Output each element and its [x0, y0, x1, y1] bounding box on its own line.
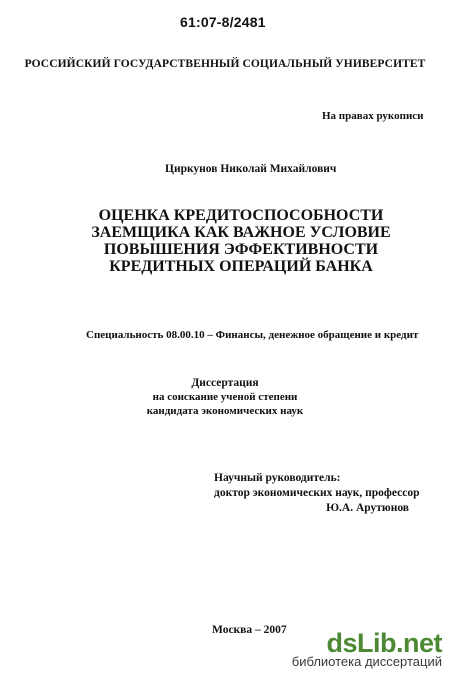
- supervisor-name: Ю.А. Арутюнов: [326, 502, 409, 514]
- university-name: РОССИЙСКИЙ ГОСУДАРСТВЕННЫЙ СОЦИАЛЬНЫЙ УНИВЕРСИТЕТ: [24, 58, 426, 70]
- manuscript-rights-note: На правах рукописи: [322, 110, 424, 122]
- degree-line: Диссертация: [191, 377, 259, 389]
- title-line: ОЦЕНКА КРЕДИТОСПОСОБНОСТИ: [98, 207, 384, 224]
- degree-line: на соискание ученой степени: [152, 391, 298, 403]
- dissertation-title: [56, 207, 426, 275]
- title-line: ПОВЫШЕНИЯ ЭФФЕКТИВНОСТИ: [103, 241, 379, 258]
- catalog-code: 61:07-8/2481: [180, 14, 266, 30]
- title-line: ЗАЕМЩИКА КАК ВАЖНОЕ УСЛОВИЕ: [91, 224, 391, 241]
- specialty-line: Специальность 08.00.10 – Финансы, денежное обращение и кредит: [86, 329, 419, 341]
- dslib-watermark[interactable]: [292, 628, 442, 669]
- dissertation-degree-block: [0, 376, 450, 418]
- degree-line: кандидата экономических наук: [146, 405, 304, 417]
- dslib-logo: dsLib.net: [326, 628, 442, 658]
- city-year: Москва – 2007: [212, 624, 287, 636]
- dslib-caption: библиотека диссертаций: [291, 654, 442, 669]
- supervisor-heading: Научный руководитель:: [214, 472, 341, 484]
- title-line: КРЕДИТНЫХ ОПЕРАЦИЙ БАНКА: [109, 258, 373, 275]
- author-name: Циркунов Николай Михайлович: [165, 163, 337, 175]
- supervisor-degree: доктор экономических наук, профессор: [214, 487, 420, 499]
- supervisor-block: [214, 471, 419, 516]
